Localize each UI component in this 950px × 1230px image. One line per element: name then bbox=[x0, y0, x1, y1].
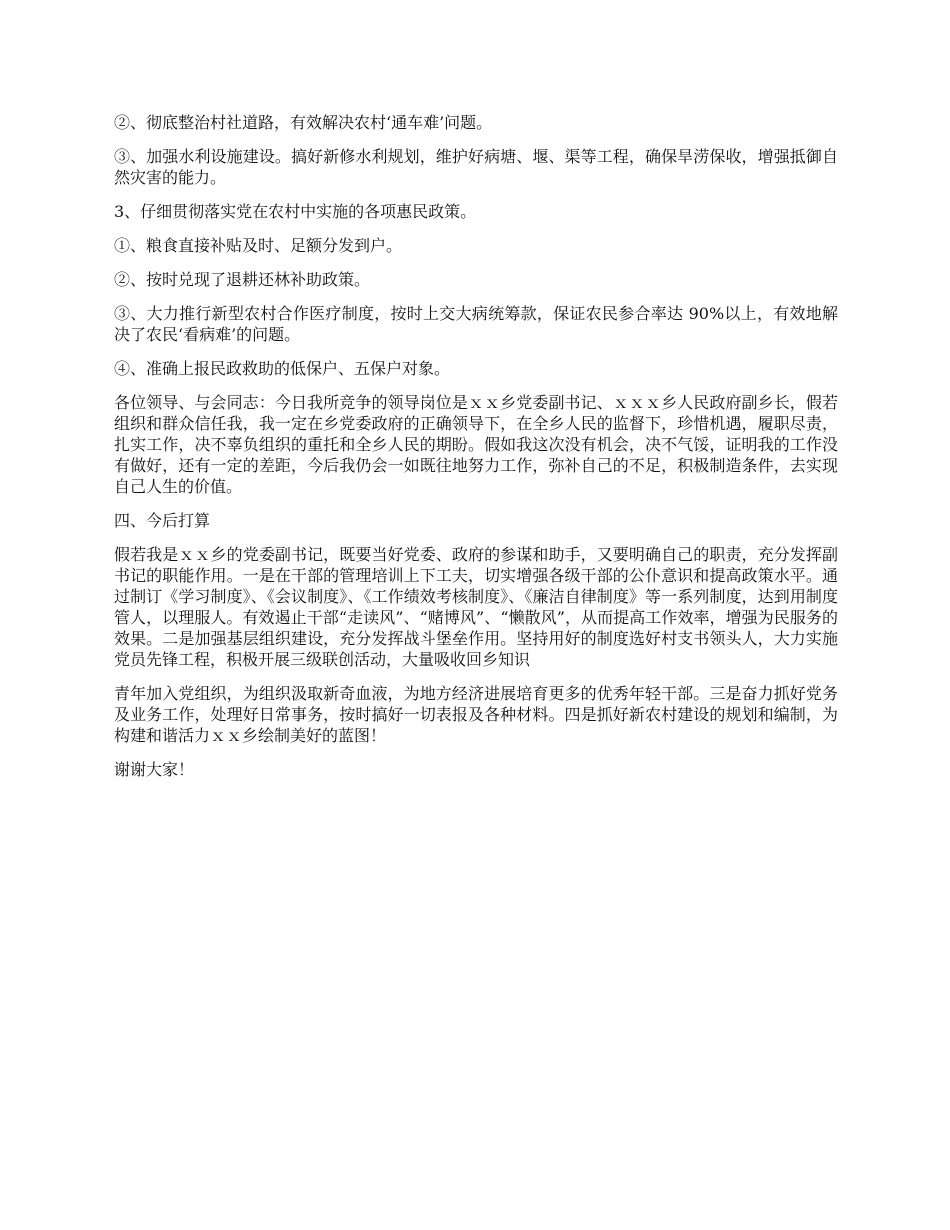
paragraph-policy-heading: 3、仔细贯彻落实党在农村中实施的各项惠民政策。 bbox=[114, 202, 477, 221]
paragraph-medical-cooperative: ③、大力推行新型农村合作医疗制度，按时上交大病统筹款，保证农民参合率达 90%以上，有效地解决了农民‘看病难’的问题。 bbox=[114, 304, 838, 344]
document-body bbox=[114, 112, 838, 793]
section-heading-future-plans: 四、今后打算 bbox=[114, 511, 211, 530]
paragraph-future-plans-continued: 青年加入党组织，为组织汲取新奇血液，为地方经济进展培育更多的优秀年轻干部。三是奋力抓好党务及业务工作，处理好日常事务，按时搞好一切表报及各种材料。四是抓好新农村建设的规划和编制，为构建和谐活力ｘｘ乡绘制美好的蓝图！ bbox=[114, 684, 838, 745]
paragraph-address-leaders: 各位领导、与会同志：今日我所竞争的领导岗位是ｘｘ乡党委副书记、ｘｘｘ乡人民政府副乡长，假若组织和群众信任我，我一定在乡党委政府的正确领导下，在全乡人民的监督下，珍惜机遇，履职尽责，扎实工作，决不辜负组织的重托和全乡人民的期盼。假如我这次没有机会，决不气馁，证明我的工作没有做好，还有一定的差距，今后我仍会一如既往地努力工作，弥补自己的不足，积极制造条件，去实现自己人生的价值。 bbox=[114, 393, 838, 496]
paragraph-road-repair: ②、彻底整治村社道路，有效解决农村‘通车难’问题。 bbox=[114, 113, 493, 132]
paragraph-grain-subsidy: ①、粮食直接补贴及时、足额分发到户。 bbox=[114, 236, 403, 255]
paragraph-civil-relief: ④、准确上报民政救助的低保户、五保户对象。 bbox=[114, 359, 451, 378]
paragraph-reforestation-subsidy: ②、按时兑现了退耕还林补助政策。 bbox=[114, 270, 371, 289]
paragraph-water-conservancy: ③、加强水利设施建设。搞好新修水利规划，维护好病塘、堰、渠等工程，确保旱涝保收，增强抵御自然灾害的能力。 bbox=[114, 147, 838, 187]
paragraph-closing-thanks: 谢谢大家！ bbox=[114, 760, 195, 779]
paragraph-future-plans: 假若我是ｘｘ乡的党委副书记，既要当好党委、政府的参谋和助手，又要明确自己的职责，充分发挥副书记的职能作用。一是在干部的管理培训上下工夫，切实增强各级干部的公仆意识和提高政策水平。通过制订《学习制度》、《会议制度》、《工作绩效考核制度》、《廉洁自律制度》等一系列制度，达到用制度管人，以理服人。有效遏止干部“走读风”、“赌博风”、“懒散风”，从而提高工作效率，增强为民服务的效果。二是加强基层组织建设，充分发挥战斗堡垒作用。坚持用好的制度选好村支书领头人，大力实施党员先锋工程，积极开展三级联创活动，大量吸收回乡知识 bbox=[114, 545, 838, 669]
